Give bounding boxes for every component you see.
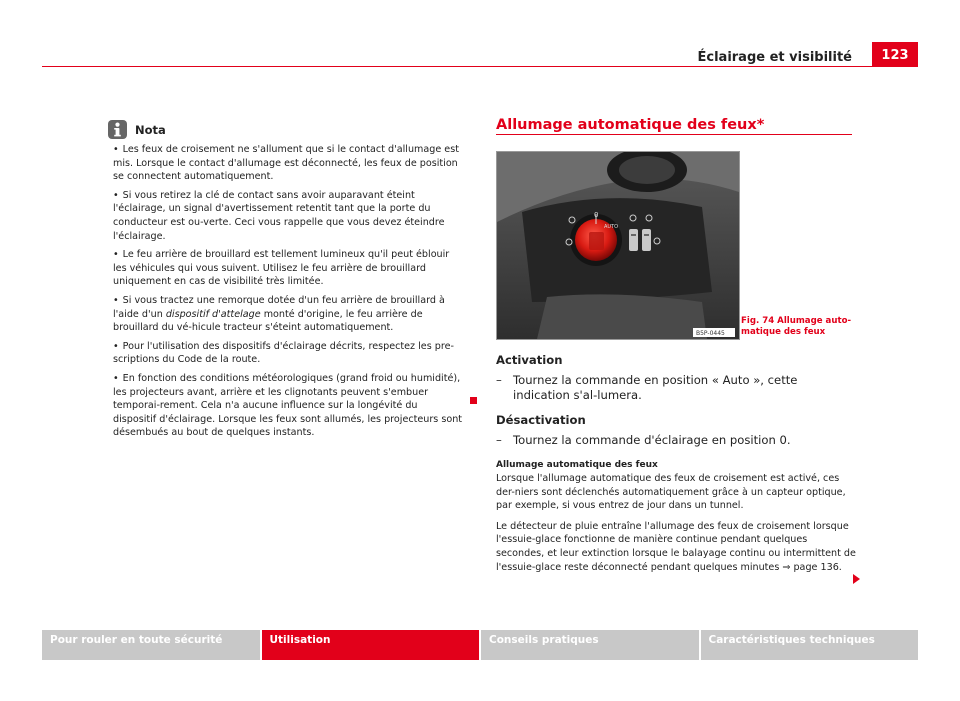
activation-step (496, 373, 856, 403)
bullet-dot: • (113, 144, 119, 155)
bullet-text: Les feux de croisement ne s'allument que si le contact d'allumage est mis. Lorsque le contact d'allumage est déconnecté, les feux de position se connectent automatiquement. (113, 144, 459, 183)
auto-lights-subheading: Allumage automatique des feux (496, 460, 658, 470)
end-of-section-mark (470, 397, 477, 404)
info-icon (108, 120, 127, 139)
bullet-text: Si vous retirez la clé de contact sans avoir auparavant éteint l'éclairage, un signal d'avertissement retentit tant que la porte du conducteur est ou-verte. Ceci vous rappelle que vous devez éteindre l'éclairage. (113, 189, 445, 242)
bullet-text: En fonction des conditions météorologiques (grand froid ou humidité), les projecteurs avant, arrière et les clignotants peuvent s'embuer temporai-rement. Cela n'a aucune influence sur la longévité du dispositif d'éclairage. Lorsque les feux sont allumés, les projecteurs sont désembués au bout de quelques instants. (113, 372, 463, 439)
footer-tab[interactable]: Utilisation (262, 630, 480, 660)
light-switch-photo (496, 151, 740, 340)
auto-lights-paragraph: Lorsque l'allumage automatique des feux de croisement est activé, ces der-niers sont déclenchés automatiquement grâce à un capteur optique, par exemple, si vous entrez de jour dans un tunnel. (496, 473, 846, 512)
note-bullet (113, 248, 463, 289)
bullet-text: Si vous tractez une remorque dotée d'un feu arrière de brouillard à l'aide d'un (113, 294, 445, 320)
footer-tab[interactable]: Caractéristiques techniques (701, 630, 919, 660)
running-header-title: Éclairage et visibilité (697, 50, 852, 65)
note-column (113, 117, 463, 445)
figure-caption: Fig. 74 Allumage auto-matique des feux (741, 316, 852, 337)
page-number: 123 (872, 42, 918, 66)
section-rule (496, 134, 852, 135)
photo-zero-label: 0 (594, 211, 599, 219)
figure (496, 151, 852, 341)
deactivation-heading: Désactivation (496, 413, 586, 427)
continue-arrow-icon (853, 574, 860, 584)
note-bullet (113, 340, 463, 367)
section-title: Allumage automatique des feux* (496, 117, 765, 133)
bullet-dot: • (113, 340, 119, 352)
bullet-dot: • (113, 189, 119, 201)
photo-code: B5P-0445 (696, 330, 725, 337)
step-dash: – (496, 433, 502, 447)
photo-auto-label: AUTO (604, 224, 619, 230)
bullet-text: monté d'origine, le feu arrière de brouillard du vé-hicule tracteur s'éteint automatiquement. (113, 308, 423, 334)
note-bullet (113, 294, 463, 335)
footer-tab[interactable]: Conseils pratiques (481, 630, 699, 660)
footer-tab[interactable]: Pour rouler en toute sécurité (42, 630, 260, 660)
auto-lights-column (496, 117, 856, 573)
rain-sensor-paragraph: Le détecteur de pluie entraîne l'allumage des feux de croisement lorsque l'essuie-glace fonctionne de manière continue pendant quelques secondes, et leur extinction lorsque le balayage continu ou intermittent de l'essuie-glace reste déconnecté pendant quelques minutes ⇒ page 136. (496, 520, 856, 573)
footer-nav (42, 630, 918, 660)
note-bullet (113, 143, 463, 184)
note-bullet (113, 372, 463, 440)
deactivation-step (496, 433, 856, 448)
activation-step-text: Tournez la commande en position « Auto », cette indication s'al-lumera. (513, 373, 798, 402)
activation-heading: Activation (496, 353, 563, 367)
note-label: Nota (135, 123, 166, 138)
step-dash: – (496, 373, 502, 387)
note-bullet (113, 189, 463, 243)
bullet-dot: • (113, 372, 119, 384)
deactivation-step-text: Tournez la commande d'éclairage en position 0. (513, 433, 791, 447)
emphasis-text: dispositif d'attelage (165, 308, 261, 320)
bullet-dot: • (113, 249, 119, 261)
instructions (496, 353, 856, 581)
note-heading (113, 117, 463, 139)
bullet-dot: • (113, 294, 119, 306)
note-bullets (113, 143, 463, 440)
bullet-text: Pour l'utilisation des dispositifs d'éclairage décrits, respectez les pre-scriptions du Code de la route. (113, 340, 454, 366)
bullet-text: Le feu arrière de brouillard est tellement lumineux qu'il peut éblouir les véhicules qui vous suivent. Utilisez le feu arrière de brouillard uniquement en cas de visibilité très limitée. (113, 249, 450, 288)
header-rule (42, 66, 918, 67)
